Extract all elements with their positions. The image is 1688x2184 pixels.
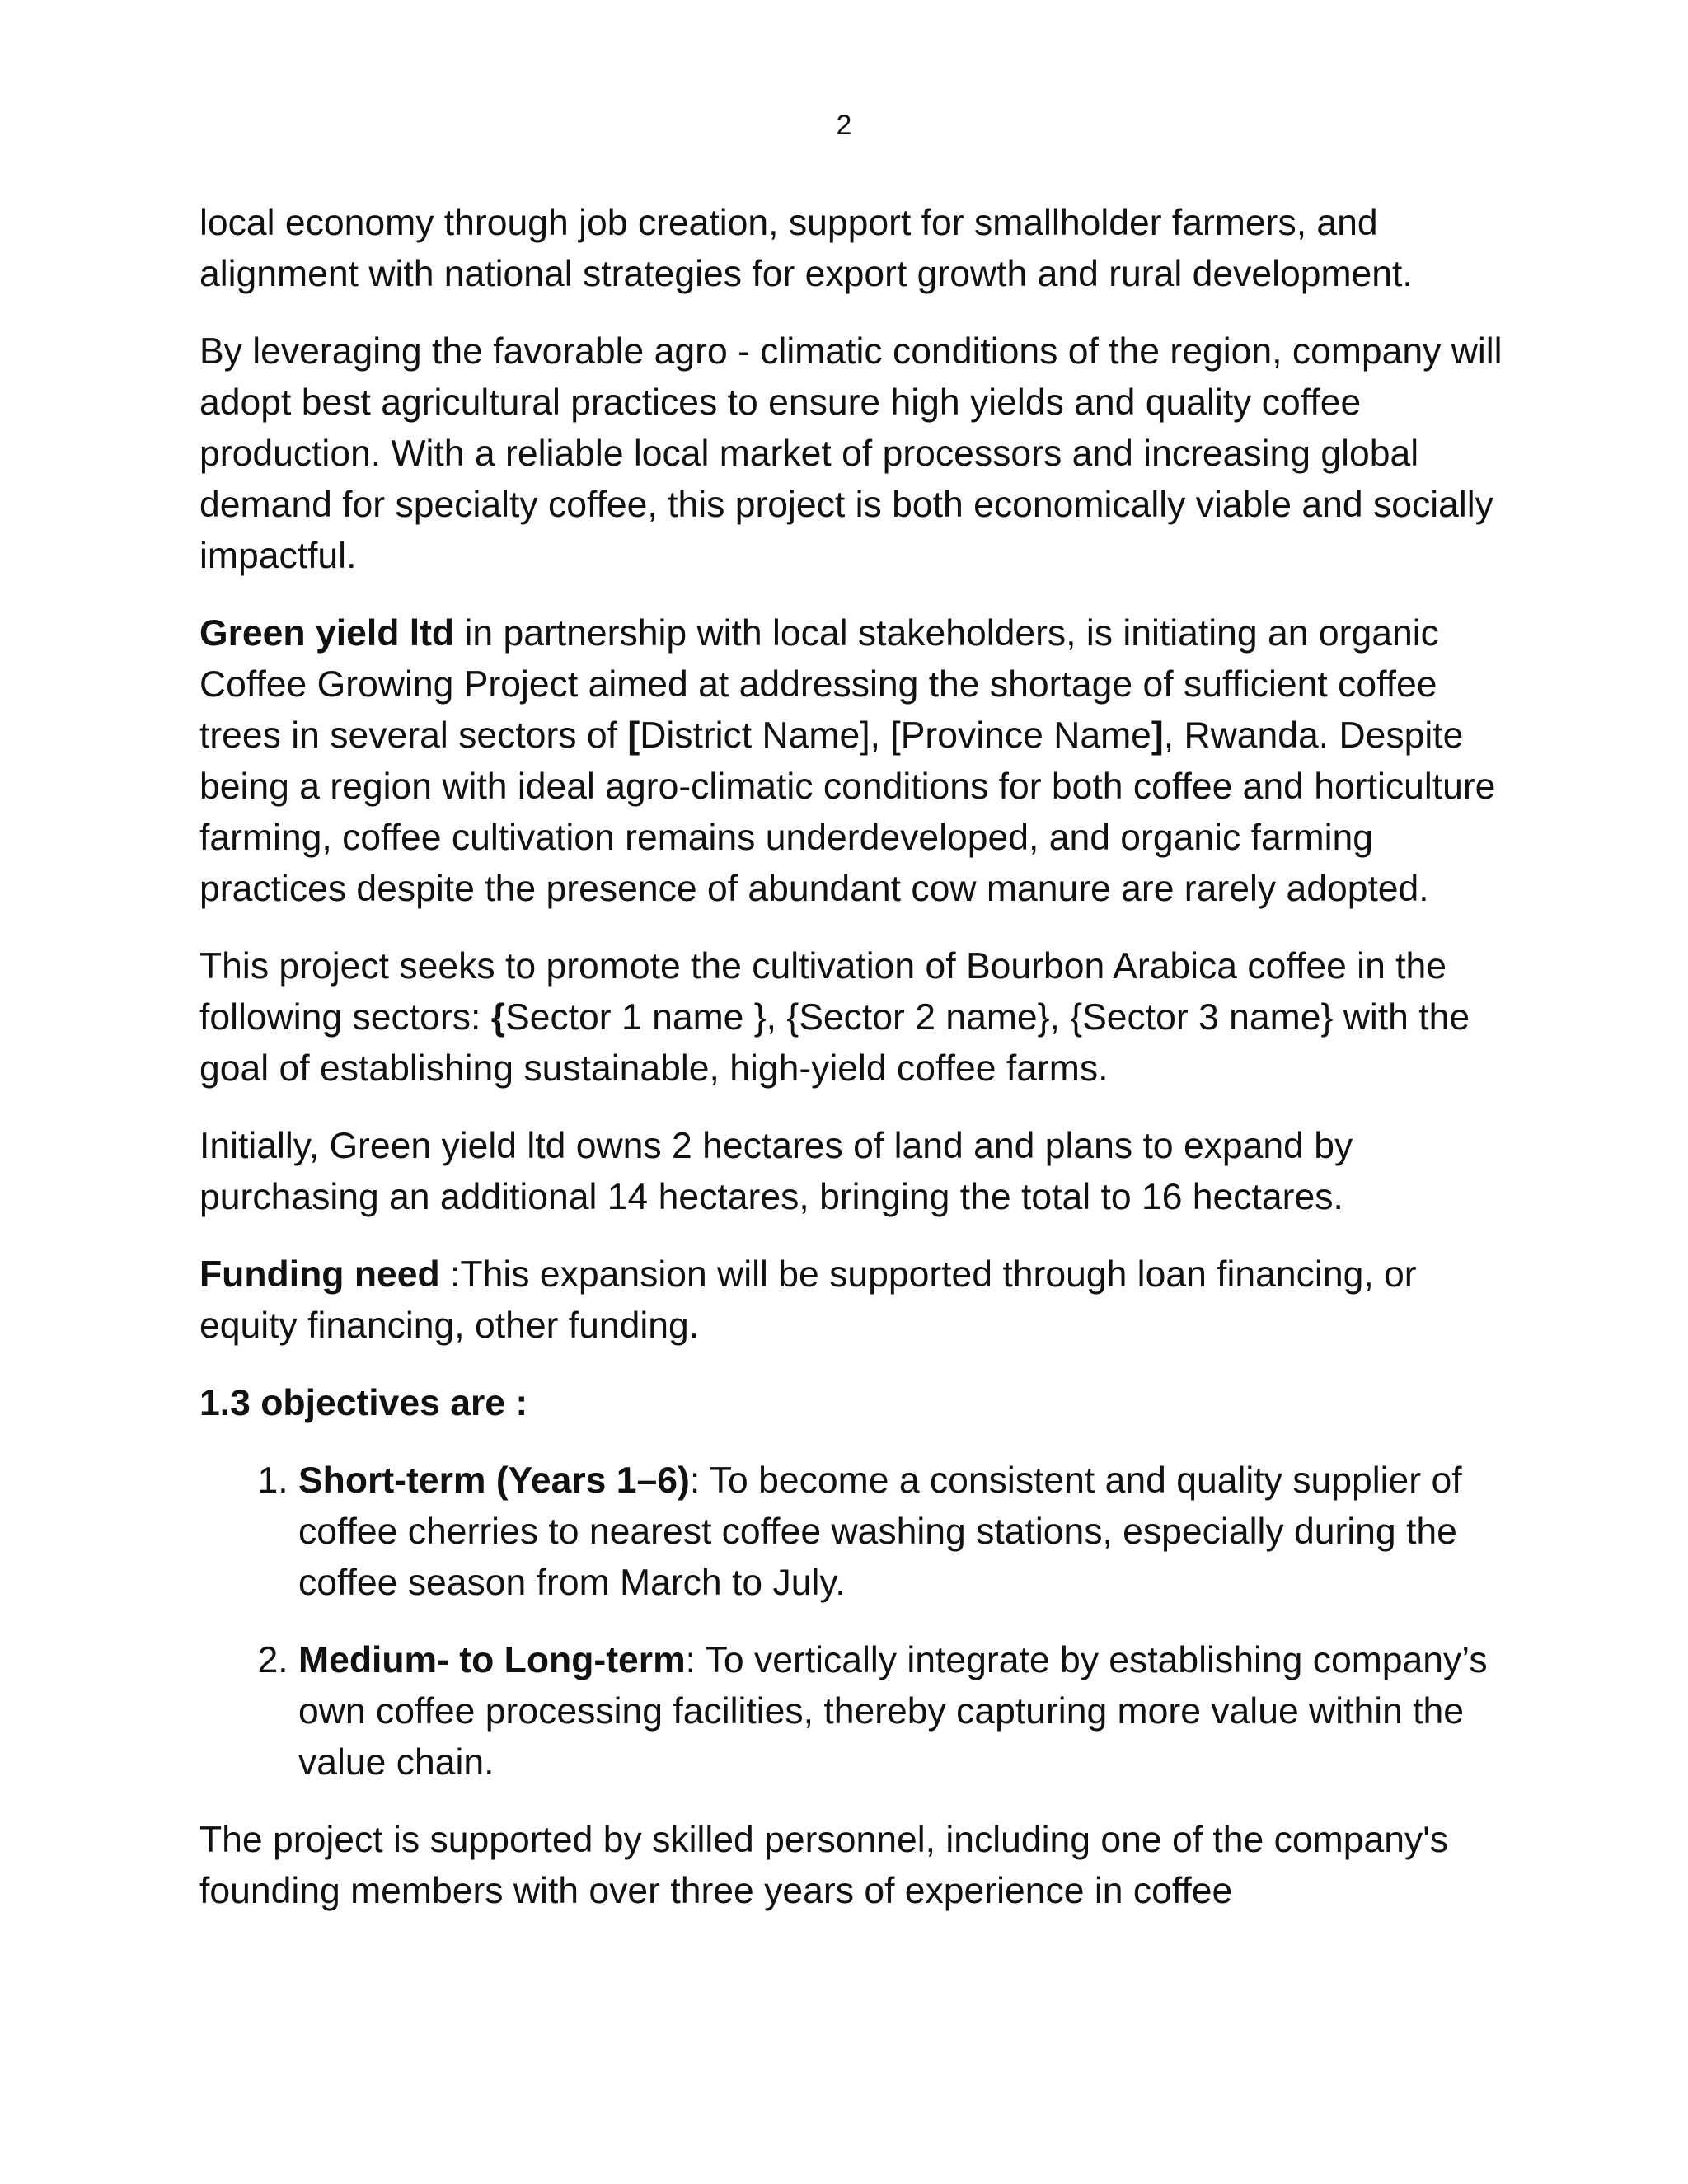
company-name-bold: Green yield ltd xyxy=(199,613,455,654)
objective-description: : To vertically integrate by establishing company’s own coffee processing facilities, thereby capturing more value within the value chain. xyxy=(298,1640,1488,1783)
objective-item xyxy=(298,1455,1518,1609)
paragraph-text: , Rwanda. Despite being a region with ideal agro-climatic conditions for both coffee and horticulture farming, coffee cultivation remains underdeveloped, and organic farming practices despite the presence of abundant cow manure are rarely adopted. xyxy=(199,715,1496,909)
paragraph-agro-climatic: By leveraging the favorable agro - climatic conditions of the region, company will adopt best agricultural practices to ensure high yields and quality coffee production. With a reliable local market of processors and increasing global demand for specialty coffee, this project is both economically viable and socially impactful. xyxy=(199,331,1503,576)
bracket-open-bold: [ xyxy=(627,715,640,756)
paragraph-text: :This expansion will be supported through loan financing, or equity financing, other funding. xyxy=(199,1254,1417,1346)
paragraph-text: This project seeks to promote the cultivation of Bourbon Arabica coffee in the following sectors: xyxy=(199,946,1447,1038)
brace-open-bold: { xyxy=(490,997,506,1038)
paragraph-skilled-personnel: The project is supported by skilled personnel, including one of the company's founding members with over three years of experience in coffee xyxy=(199,1820,1448,1911)
paragraph-local-economy: local economy through job creation, support for smallholder farmers, and alignment with national strategies for export growth and rural development. xyxy=(199,203,1413,294)
paragraph-text: in partnership with local stakeholders, is initiating an organic Coffee Growing Project aimed at addressing the shortage of sufficient coffee trees in several sectors of xyxy=(199,613,1439,756)
objective-item xyxy=(298,1635,1518,1788)
placeholder-sectors: Sector 1 name }, {Sector 2 name}, {Sector 3 name} with the goal of establishing sustainable, high-yield coffee farms. xyxy=(199,997,1470,1089)
bracket-close-bold: ] xyxy=(1151,715,1164,756)
document-body xyxy=(199,198,1518,1943)
page-number: 2 xyxy=(836,110,852,141)
objective-description: : To become a consistent and quality supplier of coffee cherries to nearest coffee washing stations, especially during the coffee season from March to July. xyxy=(298,1460,1462,1603)
funding-need-label: Funding need xyxy=(199,1254,440,1295)
paragraph-green-yield xyxy=(199,608,1518,915)
objectives-heading: 1.3 objectives are : xyxy=(199,1383,528,1423)
objective-term: Short-term (Years 1–6) xyxy=(298,1460,690,1501)
placeholder-district-province: District Name], [Province Name xyxy=(640,715,1151,756)
paragraph-funding-need xyxy=(199,1249,1518,1352)
objectives-list xyxy=(199,1455,1518,1788)
paragraph-bourbon-arabica xyxy=(199,941,1518,1094)
paragraph-land-hectares: Initially, Green yield ltd owns 2 hectares of land and plans to expand by purchasing an additional 14 hectares, bringing the total to 16 hectares. xyxy=(199,1126,1353,1217)
objective-term: Medium- to Long-term xyxy=(298,1640,686,1680)
